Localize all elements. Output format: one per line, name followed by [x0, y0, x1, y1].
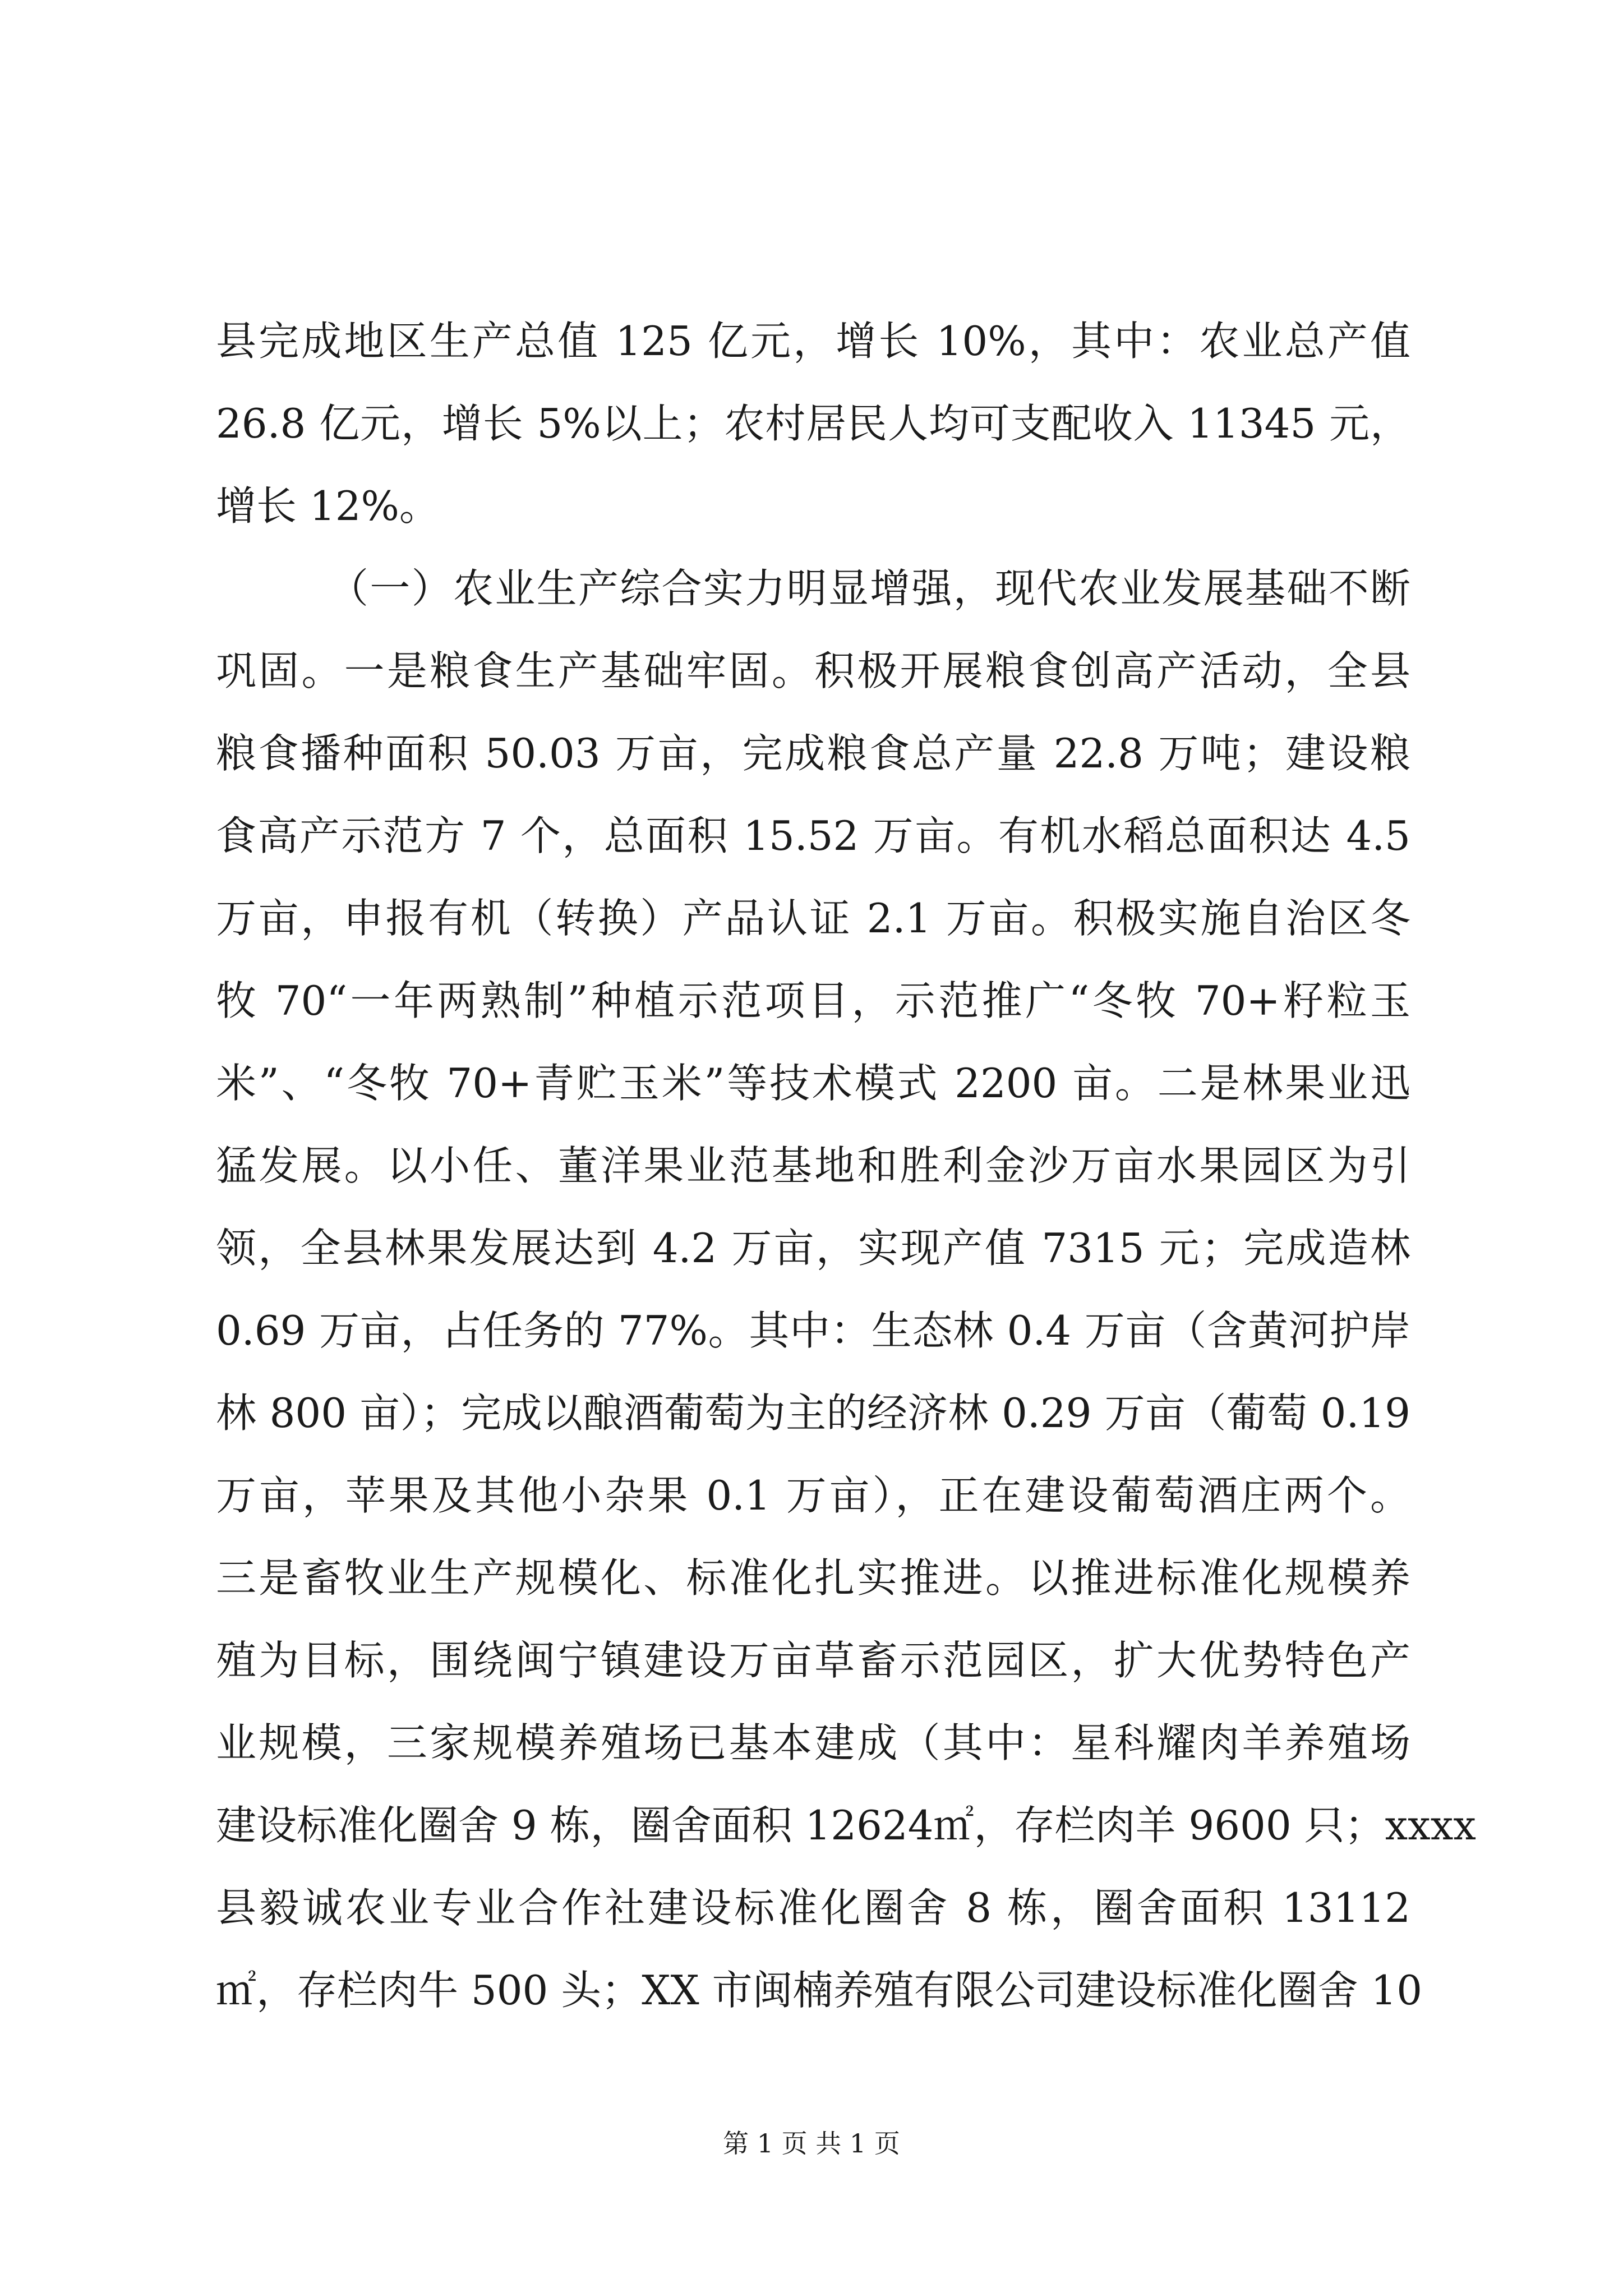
text-line: 食高产示范方 7 个，总面积 15.52 万亩。有机水稻总面积达 4.5 — [216, 812, 1410, 859]
text-line: 建设标准化圈舍 9 栋，圈舍面积 12624㎡，存栏肉羊 9600 只；xxxx — [216, 1802, 1476, 1849]
text-line: 万亩，苹果及其他小杂果 0.1 万亩），正在建设葡萄酒庄两个。 — [216, 1472, 1410, 1519]
text-line: 县毅诚农业专业合作社建设标准化圈舍 8 栋，圈舍面积 13112 — [216, 1884, 1410, 1931]
text-line: 牧 70“一年两熟制”种植示范项目，示范推广“冬牧 70+籽粒玉 — [216, 977, 1410, 1024]
text-line: 业规模，三家规模养殖场已基本建成（其中：星科耀肉羊养殖场 — [216, 1719, 1410, 1766]
text-line: 猛发展。以小任、董洋果业范基地和胜利金沙万亩水果园区为引 — [216, 1142, 1410, 1189]
document-body — [216, 300, 1476, 2032]
text-line: 粮食播种面积 50.03 万亩，完成粮食总产量 22.8 万吨；建设粮 — [216, 730, 1410, 777]
text-line: 万亩，申报有机（转换）产品认证 2.1 万亩。积极实施自治区冬 — [216, 895, 1410, 942]
text-line: 26.8 亿元，增长 5%以上；农村居民人均可支配收入 11345 元， — [216, 400, 1410, 447]
text-line: 巩固。一是粮食生产基础牢固。积极开展粮食创高产活动，全县 — [216, 647, 1410, 694]
text-line: 米”、“冬牧 70+青贮玉米”等技术模式 2200 亩。二是林果业迅 — [216, 1060, 1410, 1107]
paragraph-first-line: （一）农业生产综合实力明显增强，现代农业发展基础不断 — [328, 565, 1410, 612]
text-line: 县完成地区生产总值 125 亿元，增长 10%，其中：农业总产值 — [216, 318, 1410, 365]
text-line: 增长 12%。 — [216, 482, 440, 530]
text-line: ㎡，存栏肉牛 500 头；XX 市闽楠养殖有限公司建设标准化圈舍 10 — [216, 1967, 1423, 2014]
text-line: 0.69 万亩，占任务的 77%。其中：生态林 0.4 万亩（含黄河护岸 — [216, 1307, 1410, 1354]
text-line: 林 800 亩）；完成以酿酒葡萄为主的经济林 0.29 万亩（葡萄 0.19 — [216, 1389, 1410, 1437]
text-line: 三是畜牧业生产规模化、标准化扎实推进。以推进标准化规模养 — [216, 1554, 1410, 1602]
page-number-footer: 第 1 页 共 1 页 — [723, 2128, 900, 2159]
text-line: 殖为目标，围绕闽宁镇建设万亩草畜示范园区，扩大优势特色产 — [216, 1637, 1410, 1684]
text-line: 领，全县林果发展达到 4.2 万亩，实现产值 7315 元；完成造林 — [216, 1225, 1410, 1272]
